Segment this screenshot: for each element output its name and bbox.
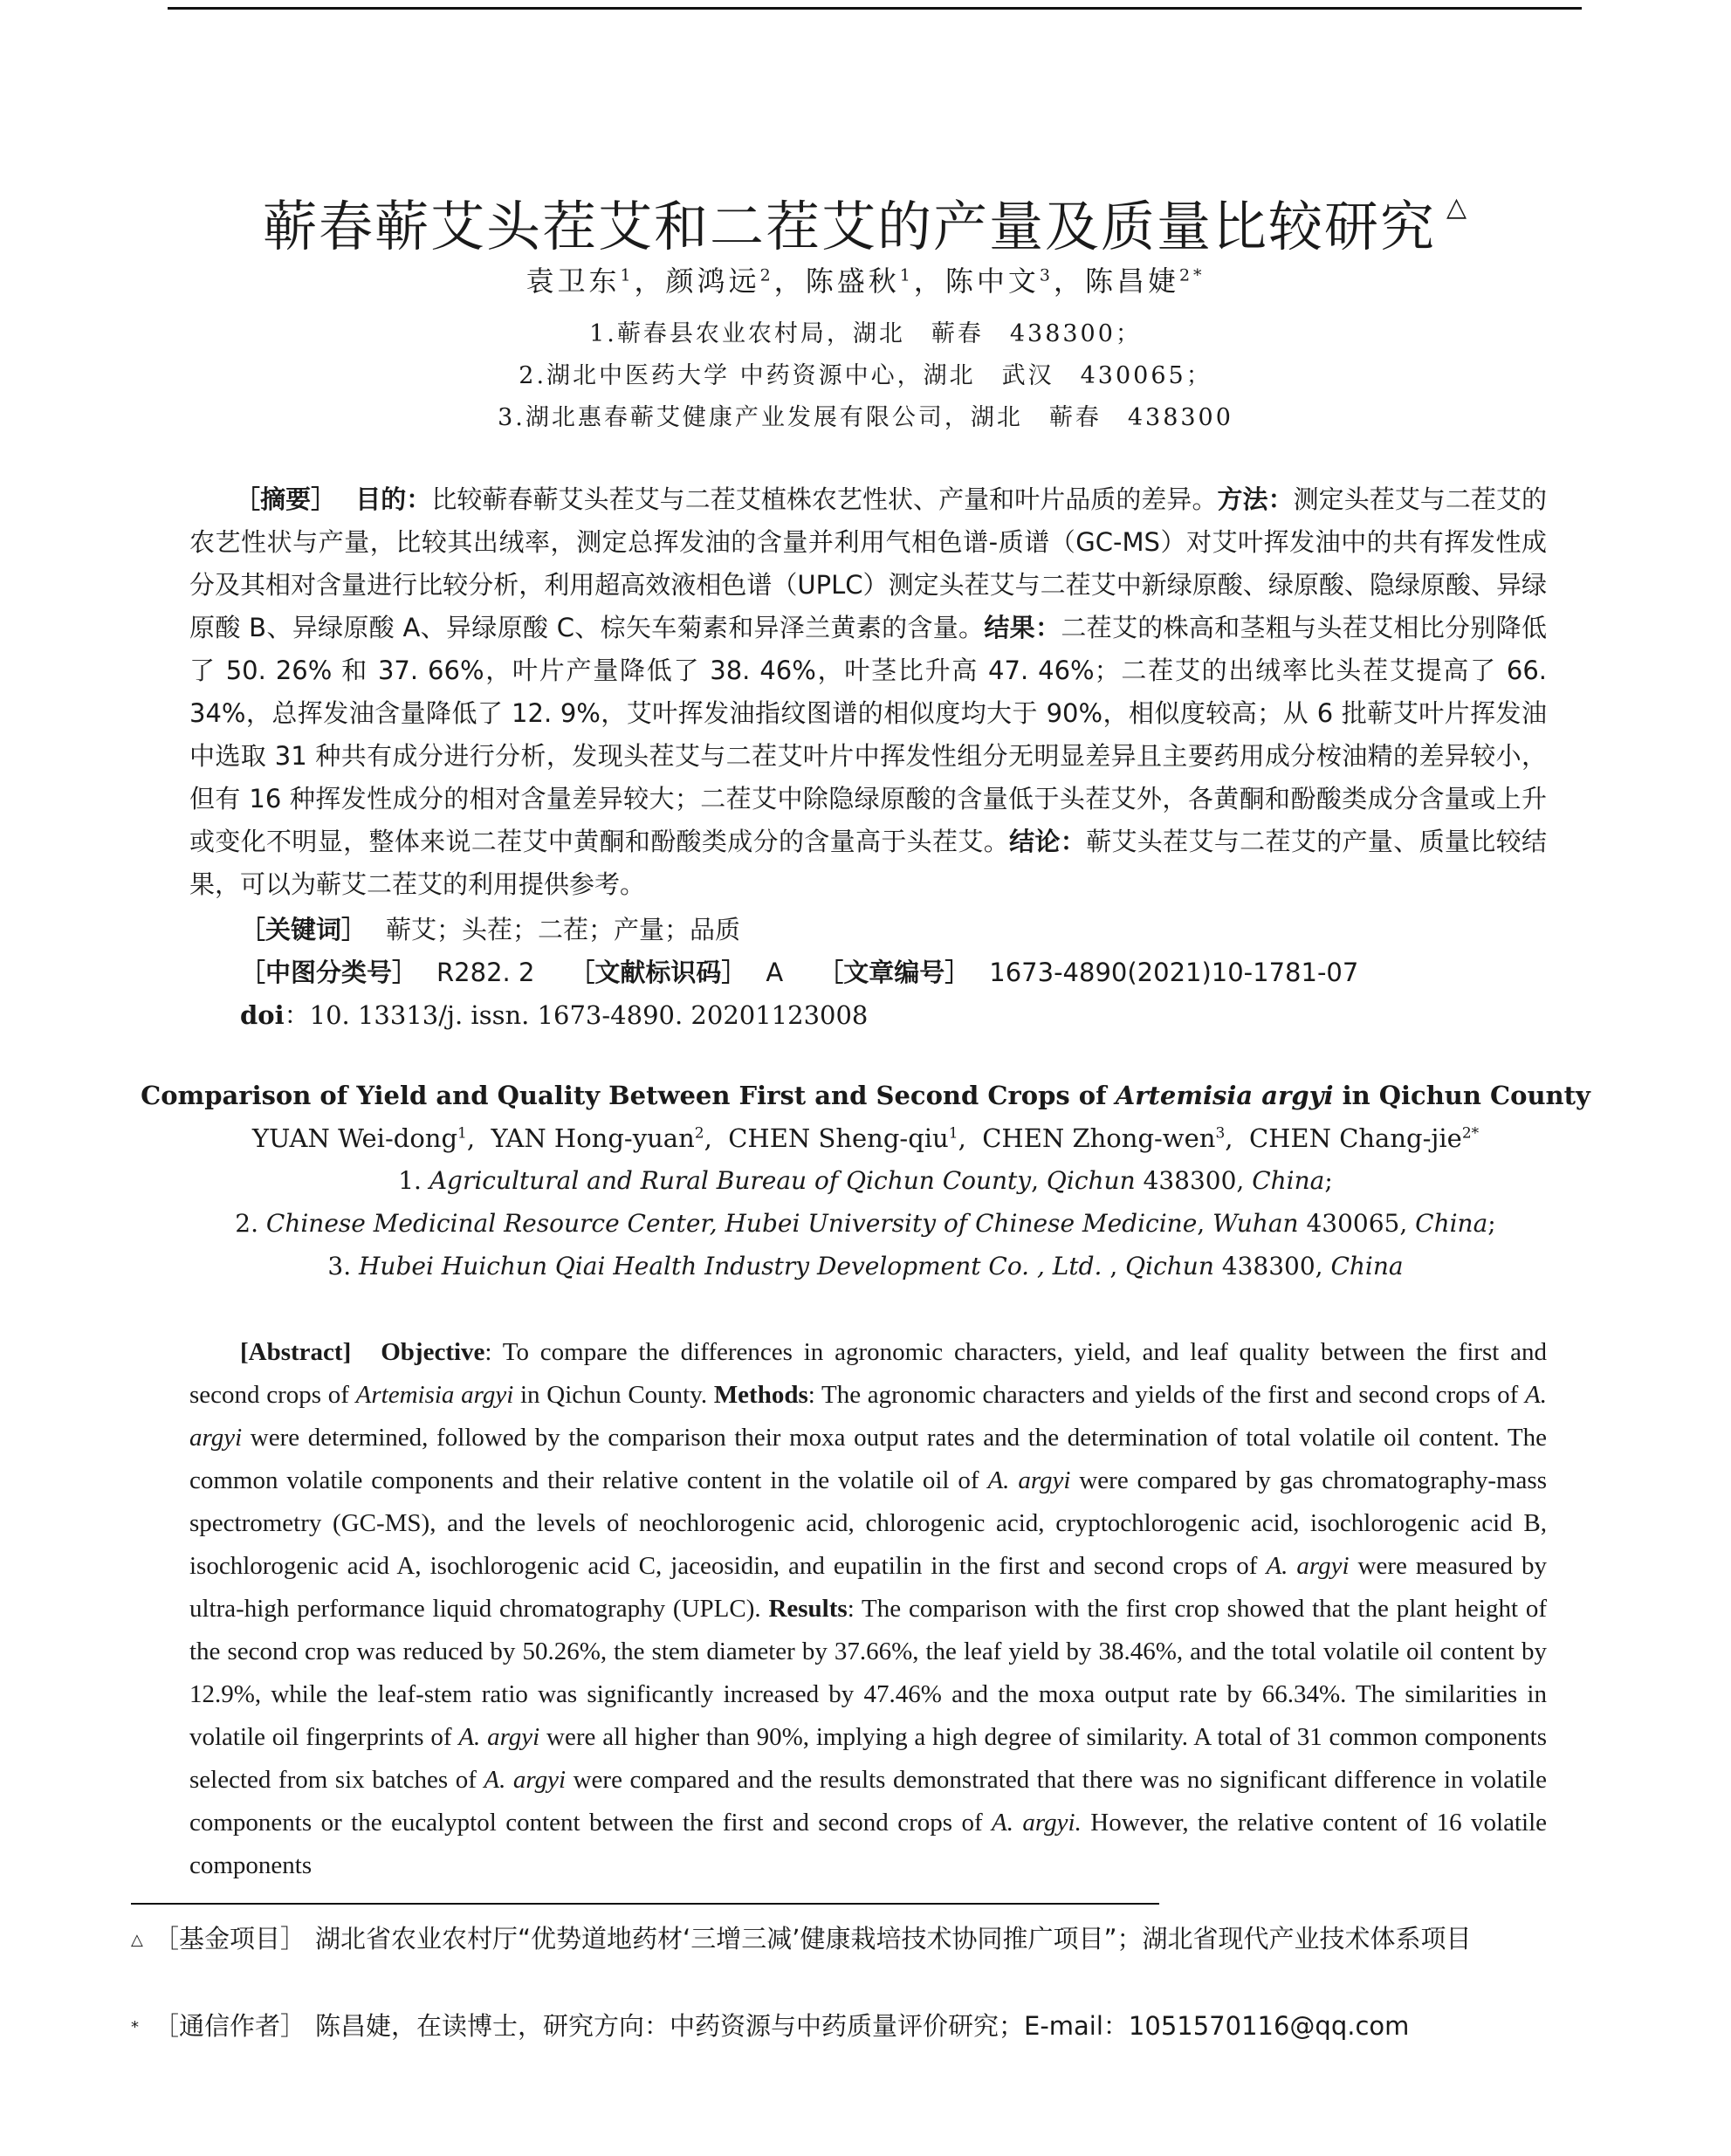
en-methods-text: were determined, followed by the comparison their moxa output rates and the determination of total volatile oil content. The common volatile components and their relative content in the volatile oil of	[189, 1424, 1547, 1494]
methods-text: 测定头茬艾与二茬艾的农艺性状与产量，比较其出绒率，测定总挥发油的含量并利用气相色谱-质谱（GC-MS）对艾叶挥发油中的共有挥发性成分及其相对含量进行比较分析，利用超高效液相色谱（UPLC）测定头茬艾与二茬艾中新绿原酸、绿原酸、隐绿原酸、异绿原酸 B、异绿原酸 A、异绿原酸 C、棕矢车菊素和异泽兰黄素的含量。	[189, 484, 1547, 642]
abstract-label: ［摘要］	[235, 484, 337, 514]
author: 陈盛秋	[805, 264, 900, 298]
conclusion-label: 结论：	[1009, 827, 1087, 856]
footnote-funding	[131, 1920, 1615, 1959]
en-affiliation-1: 1. Agricultural and Rural Bureau of Qichun County, Qichun 438300, China;	[398, 1166, 1333, 1195]
conclusion-text: 蕲艾头茬艾与二茬艾的产量、质量比较结果，可以为蕲艾二茬艾的利用提供参考。	[189, 827, 1547, 899]
en-affil-num: 3.	[327, 1252, 359, 1281]
en-methods-label: Methods	[713, 1381, 808, 1409]
en-author: YUAN Wei-dong	[251, 1123, 458, 1153]
paper-title	[0, 183, 1731, 261]
en-author-sup: 1	[457, 1124, 467, 1143]
en-author: YAN Hong-yuan	[491, 1123, 695, 1153]
footnote-corresponding	[131, 2008, 1615, 2046]
en-author-sup: 2*	[1461, 1124, 1480, 1143]
species-name: A. argyi	[484, 1766, 567, 1794]
en-results-text: were compared and the results demonstrated that there was no significant difference in volatile components or the eucalyptol content between the first and second crops of	[189, 1766, 1548, 1837]
en-author: CHEN Sheng-qiu	[728, 1123, 949, 1153]
en-abstract-label: [Abstract]	[240, 1338, 352, 1366]
keywords-line	[240, 910, 740, 946]
results-text: 二茬艾的株高和茎粗与头茬艾相比分别降低了 50. 26% 和 37. 66%，叶片产量降低了 38. 46%，叶茎比升高 47. 46%；二茬艾的出绒率比头茬艾提高了 66. 34%，总挥发油含量降低了 12. 9%，艾叶挥发油指纹图谱的相似度均大于 90%，相似度较高；从 6 批蕲艾叶片挥发油中选取 31 种共有成分进行分析，发现头茬艾与二茬艾叶片中挥发性组分无明显差异且主要药用成分桉油精的差异较小，但有 16 种挥发性成分的相对含量差异较大；二茬艾中除隐绿原酸的含量低于头茬艾外，各黄酮和酚酸类成分含量或上升或变化不明显，整体来说二茬艾中黄酮和酚酸类成分的含量高于头茬艾。	[189, 613, 1547, 856]
en-affil-end: ;	[1324, 1166, 1333, 1195]
en-results-text: However, the relative content of 16 volatile components	[189, 1809, 1547, 1879]
en-author: CHEN Chang-jie	[1248, 1123, 1462, 1153]
footnote-text: 陈昌婕，在读博士，研究方向：中药资源与中药质量评价研究；E-mail：1051570116@qq.com	[315, 2011, 1410, 2041]
keywords-label: ［关键词］	[240, 915, 367, 944]
author-affil-sup: 2	[759, 265, 774, 285]
en-objective-label: Objective	[381, 1338, 485, 1366]
author-list	[0, 259, 1731, 299]
en-affil-city: Qichun	[1046, 1166, 1136, 1195]
en-affil-end: ;	[1487, 1209, 1496, 1238]
en-affiliation-3: 3. Hubei Huichun Qiai Health Industry Development Co. , Ltd. , Qichun 438300, China	[327, 1252, 1404, 1281]
footnote-mark: △	[131, 1931, 143, 1949]
affiliation-1: 1.蕲春县农业农村局，湖北 蕲春 438300；	[589, 320, 1142, 347]
en-methods-text: were measured by ultra-high performance liquid chromatography (UPLC).	[189, 1552, 1547, 1623]
en-affil-zip: 438300,	[1135, 1166, 1253, 1195]
author-affil-sup: 2*	[1178, 265, 1206, 285]
en-title-pre: Comparison of Yield and Quality Between First and Second Crops of	[141, 1081, 1116, 1110]
en-title-post: in Qichun County	[1333, 1081, 1590, 1110]
english-title	[0, 1081, 1731, 1110]
en-abstract	[189, 1331, 1547, 1887]
en-author: CHEN Zhong-wen	[982, 1123, 1216, 1153]
en-affil-zip: 430065,	[1298, 1209, 1416, 1238]
en-affil-country: China	[1330, 1252, 1404, 1281]
en-objective-text: : To compare the differences in agronomic characters, yield, and leaf quality between the first and second crops of	[189, 1338, 1547, 1409]
author-affil-sup: 1	[899, 265, 914, 285]
en-affil-city: Qichun	[1125, 1252, 1214, 1281]
header-rule	[168, 7, 1582, 10]
objective-label: 目的：	[355, 484, 432, 514]
article-no-label: ［文章编号］	[818, 958, 971, 987]
cn-abstract	[189, 478, 1547, 906]
footnote-text: 湖北省农业农村厅“优势道地药材‘三增三减’健康栽培技术协同推广项目”；湖北省现代产业技术体系项目	[315, 1924, 1472, 1953]
en-author-sup: 2	[694, 1124, 704, 1143]
en-objective-text: in Qichun County.	[513, 1381, 714, 1409]
author: 颜鸿远	[665, 264, 760, 298]
en-affiliation-2: 2. Chinese Medicinal Resource Center, Hubei University of Chinese Medicine, Wuhan 430065, China;	[235, 1209, 1496, 1238]
en-results-text: were all higher than 90%, implying a high degree of similarity. A total of 31 common components selected from six batches of	[189, 1723, 1548, 1794]
author-affil-sup: 3	[1039, 265, 1054, 285]
species-name: A. argyi.	[992, 1809, 1082, 1837]
footnote-mark: *	[131, 2018, 139, 2036]
en-methods-text: : The agronomic characters and yields of the first and second crops of	[807, 1381, 1525, 1409]
results-label: 结果：	[984, 613, 1061, 642]
en-author-sup: 1	[948, 1124, 958, 1143]
species-name: Artemisia argyi	[355, 1381, 514, 1409]
author-separator: ，	[913, 264, 945, 298]
clc-label: ［中图分类号］	[240, 958, 418, 987]
doi-label: doi	[240, 1000, 285, 1030]
author-separator: ，	[1053, 264, 1085, 298]
footnote-rule	[131, 1903, 1159, 1905]
title-fund-mark: △	[1446, 191, 1469, 223]
species-name: A. argyi	[987, 1466, 1071, 1494]
en-results-label: Results	[768, 1595, 848, 1623]
author-affil-sup: 1	[620, 265, 635, 285]
affiliation-2: 2.湖北中医药大学 中药资源中心，湖北 武汉 430065；	[519, 362, 1212, 389]
article-no-value: 1673-4890(2021)10-1781-07	[989, 958, 1359, 987]
species-name: A. argyi	[189, 1381, 1547, 1452]
author: 袁卫东	[525, 264, 621, 298]
en-affil-inst: Chinese Medicinal Resource Center, Hubei University of Chinese Medicine	[265, 1209, 1198, 1238]
author-separator: ，	[634, 264, 666, 298]
footnote-label: ［通信作者］	[154, 2011, 306, 2041]
en-affil-zip: 438300,	[1213, 1252, 1331, 1281]
clc-value: R282. 2	[436, 958, 535, 987]
species-name: A. argyi	[1266, 1552, 1350, 1580]
en-affil-country: China	[1415, 1209, 1488, 1238]
keywords: 蕲艾；头茬；二茬；产量；品质	[386, 915, 741, 944]
methods-label: 方法：	[1217, 484, 1294, 514]
doi-value: ：10. 13313/j. issn. 1673-4890. 20201123008	[284, 1000, 869, 1030]
author: 陈昌婕	[1084, 264, 1179, 298]
english-author-list: YUAN Wei-dong$^1$, YAN Hong-yuan$^2$, CHEN Sheng-qiu$^1$, CHEN Zhong-wen$^3$, CHEN Chang-jie$^{2*}$	[251, 1123, 1480, 1153]
doc-code-label: ［文献标识码］	[569, 958, 747, 987]
footnote-label: ［基金项目］	[154, 1924, 306, 1953]
en-affil-country: China	[1252, 1166, 1325, 1195]
affiliation-3: 3.湖北惠春蕲艾健康产业发展有限公司，湖北 蕲春 438300	[498, 404, 1233, 431]
title-text: 蕲春蕲艾头茬艾和二茬艾的产量及质量比较研究	[262, 194, 1436, 258]
en-affil-inst: Hubei Huichun Qiai Health Industry Development Co. , Ltd.	[359, 1252, 1110, 1281]
en-methods-text: were compared by gas chromatography-mass spectrometry (GC-MS), and the levels of neochlorogenic acid, chlorogenic acid, cryptochlorogenic acid, isochlorogenic acid B, isochlorogenic acid A, isochlorogenic acid C, jaceosidin, and eupatilin in the first and second crops of	[189, 1466, 1548, 1580]
objective-text: 比较蕲春蕲艾头茬艾与二茬艾植株农艺性状、产量和叶片品质的差异。	[431, 484, 1218, 514]
doi-line	[240, 996, 868, 1032]
en-affil-city: Wuhan	[1212, 1209, 1299, 1238]
en-affil-num: 2.	[235, 1209, 266, 1238]
author: 陈中文	[944, 264, 1040, 298]
en-title-species: Artemisia argyi	[1115, 1081, 1334, 1110]
en-affil-num: 1.	[398, 1166, 429, 1195]
classification-line	[240, 953, 1358, 989]
en-author-sup: 3	[1215, 1124, 1226, 1143]
en-results-text: : The comparison with the first crop showed that the plant height of the second crop was reduced by 50.26%, the stem diameter by 37.66%, the leaf yield by 38.46%, and the total volatile oil content by 12.9%, while the leaf-stem ratio was significantly increased by 47.46% and the moxa output rate by 66.34%. The similarities in volatile oil fingerprints of	[189, 1595, 1547, 1751]
doc-code-value: A	[766, 958, 784, 987]
author-separator: ，	[773, 264, 806, 298]
species-name: A. argyi	[458, 1723, 540, 1751]
en-affil-inst: Agricultural and Rural Bureau of Qichun County	[429, 1166, 1032, 1195]
